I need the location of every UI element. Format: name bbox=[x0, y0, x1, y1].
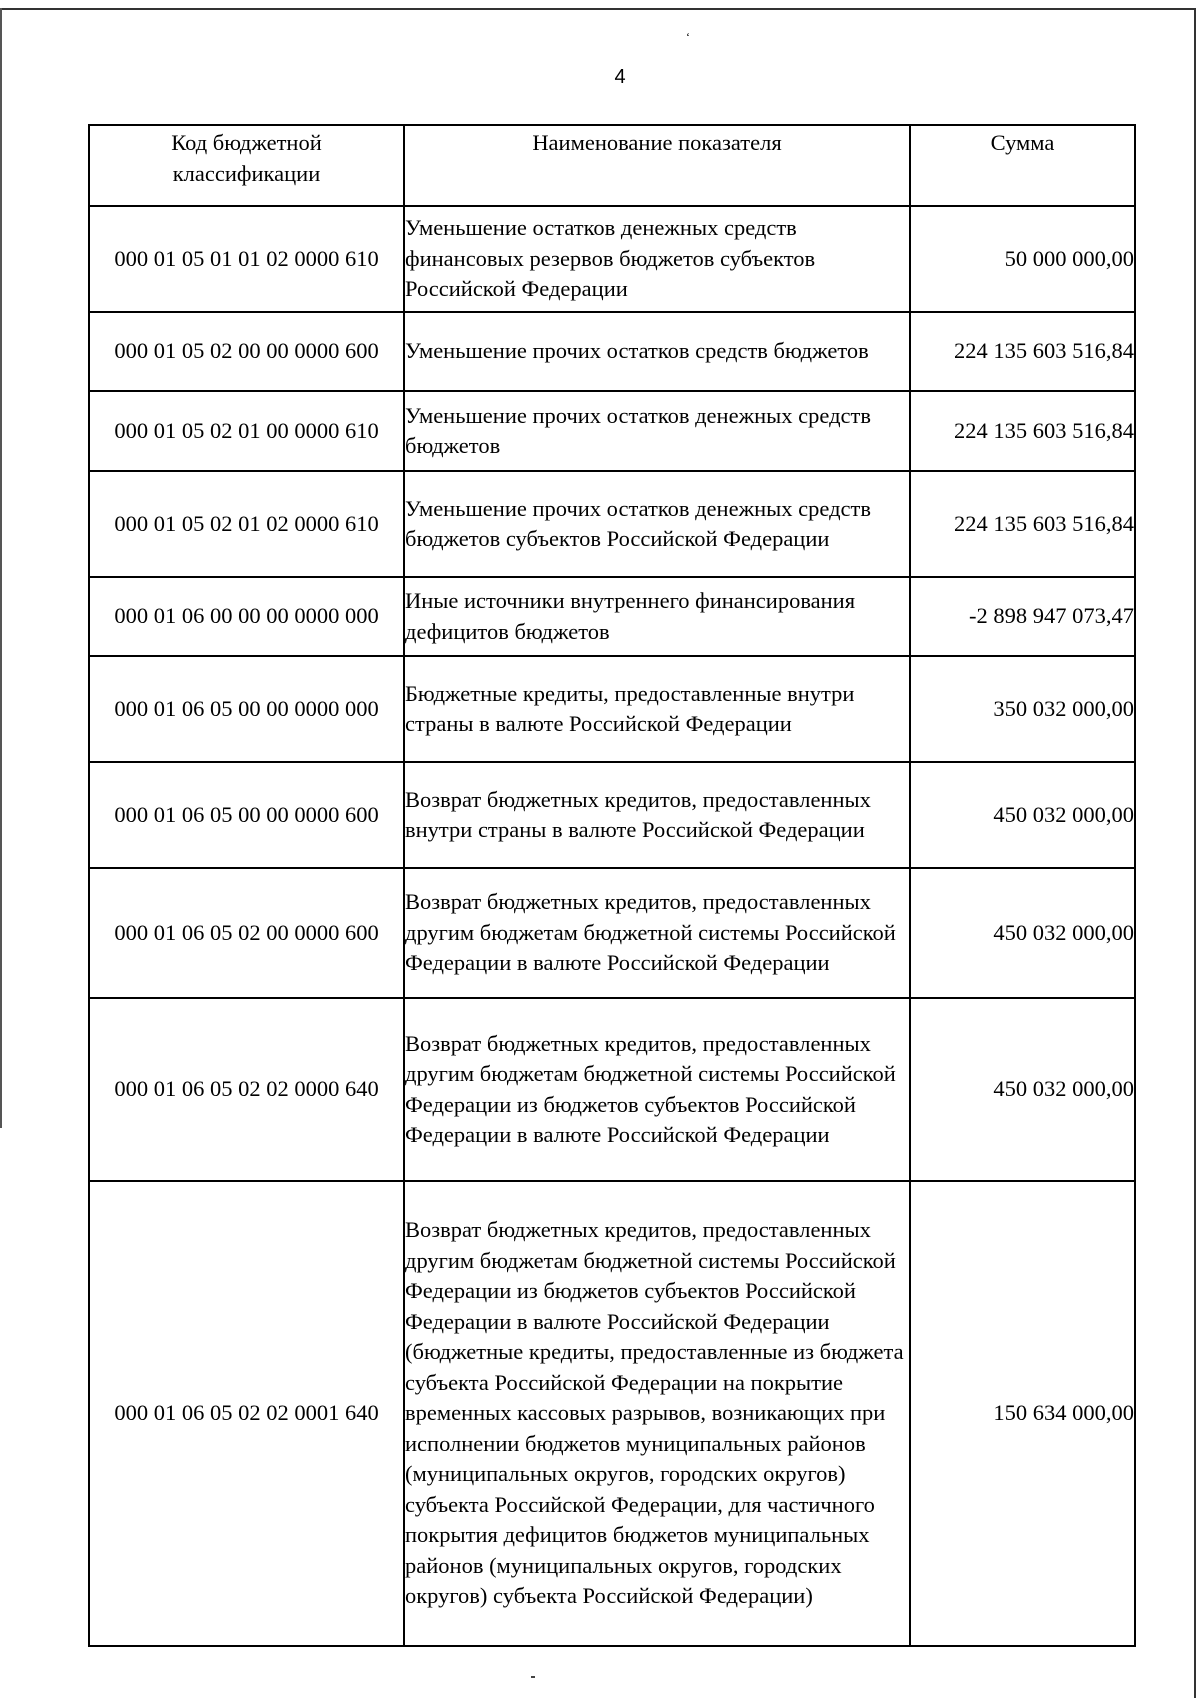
row-sum: 224 135 603 516,84 bbox=[910, 312, 1135, 391]
row-name: Иные источники внутреннего финансирования дефицитов бюджетов bbox=[404, 577, 910, 656]
row-code: 000 01 06 05 02 02 0000 640 bbox=[89, 998, 404, 1181]
table-row bbox=[89, 1181, 1135, 1646]
table-row bbox=[89, 998, 1135, 1181]
row-code: 000 01 06 05 02 02 0001 640 bbox=[89, 1181, 404, 1646]
row-name: Возврат бюджетных кредитов, предоставленных другим бюджетам бюджетной системы Российской Федерации из бюджетов субъектов Российской Федерации в валюте Российской Федерации (бюджетные кредиты, предоставленные из бюджета субъекта Российской Федерации на покрытие временных кассовых разрывов, возникающих при исполнении бюджетов муниципальных районов (муниципальных округов, городских округов) субъекта Российской Федерации, для частичного покрытия дефицитов бюджетов муниципальных районов (муниципальных округов, городских округов) субъекта Российской Федерации) bbox=[404, 1181, 910, 1646]
row-code: 000 01 05 01 01 02 0000 610 bbox=[89, 206, 404, 312]
table-row bbox=[89, 656, 1135, 762]
row-name: Уменьшение прочих остатков денежных средств бюджетов bbox=[404, 391, 910, 471]
row-name: Уменьшение прочих остатков средств бюджетов bbox=[404, 312, 910, 391]
row-sum: 150 634 000,00 bbox=[910, 1181, 1135, 1646]
row-name: Возврат бюджетных кредитов, предоставленных внутри страны в валюте Российской Федерации bbox=[404, 762, 910, 868]
table-row bbox=[89, 206, 1135, 312]
table-header-row bbox=[89, 125, 1135, 206]
table-row bbox=[89, 762, 1135, 868]
row-code: 000 01 06 00 00 00 0000 000 bbox=[89, 577, 404, 656]
row-code: 000 01 05 02 01 00 0000 610 bbox=[89, 391, 404, 471]
header-name: Наименование показателя bbox=[404, 125, 910, 206]
row-sum: 350 032 000,00 bbox=[910, 656, 1135, 762]
header-sum: Сумма bbox=[910, 125, 1135, 206]
table-row bbox=[89, 868, 1135, 998]
row-sum: -2 898 947 073,47 bbox=[910, 577, 1135, 656]
table-row bbox=[89, 391, 1135, 471]
row-name: Уменьшение остатков денежных средств финансовых резервов бюджетов субъектов Российской Федерации bbox=[404, 206, 910, 312]
row-code: 000 01 06 05 00 00 0000 000 bbox=[89, 656, 404, 762]
row-sum: 450 032 000,00 bbox=[910, 998, 1135, 1181]
scan-mark: ‘ bbox=[686, 30, 690, 44]
row-sum: 450 032 000,00 bbox=[910, 762, 1135, 868]
budget-sources-table bbox=[88, 124, 1136, 1647]
row-sum: 50 000 000,00 bbox=[910, 206, 1135, 312]
scan-edge bbox=[0, 8, 2, 1128]
row-name: Бюджетные кредиты, предоставленные внутри страны в валюте Российской Федерации bbox=[404, 656, 910, 762]
row-sum: 224 135 603 516,84 bbox=[910, 471, 1135, 577]
row-name: Уменьшение прочих остатков денежных средств бюджетов субъектов Российской Федерации bbox=[404, 471, 910, 577]
row-code: 000 01 05 02 00 00 0000 600 bbox=[89, 312, 404, 391]
row-sum: 224 135 603 516,84 bbox=[910, 391, 1135, 471]
row-sum: 450 032 000,00 bbox=[910, 868, 1135, 998]
scan-speck bbox=[531, 1676, 535, 1678]
row-name: Возврат бюджетных кредитов, предоставленных другим бюджетам бюджетной системы Российской Федерации в валюте Российской Федерации bbox=[404, 868, 910, 998]
row-code: 000 01 05 02 01 02 0000 610 bbox=[89, 471, 404, 577]
table-row bbox=[89, 471, 1135, 577]
header-code: Код бюджетной классификации bbox=[89, 125, 404, 206]
table-row bbox=[89, 577, 1135, 656]
row-name: Возврат бюджетных кредитов, предоставленных другим бюджетам бюджетной системы Российской Федерации из бюджетов субъектов Российской Федерации в валюте Российской Федерации bbox=[404, 998, 910, 1181]
page-number: 4 bbox=[614, 66, 626, 88]
table-row bbox=[89, 312, 1135, 391]
row-code: 000 01 06 05 00 00 0000 600 bbox=[89, 762, 404, 868]
row-code: 000 01 06 05 02 00 0000 600 bbox=[89, 868, 404, 998]
